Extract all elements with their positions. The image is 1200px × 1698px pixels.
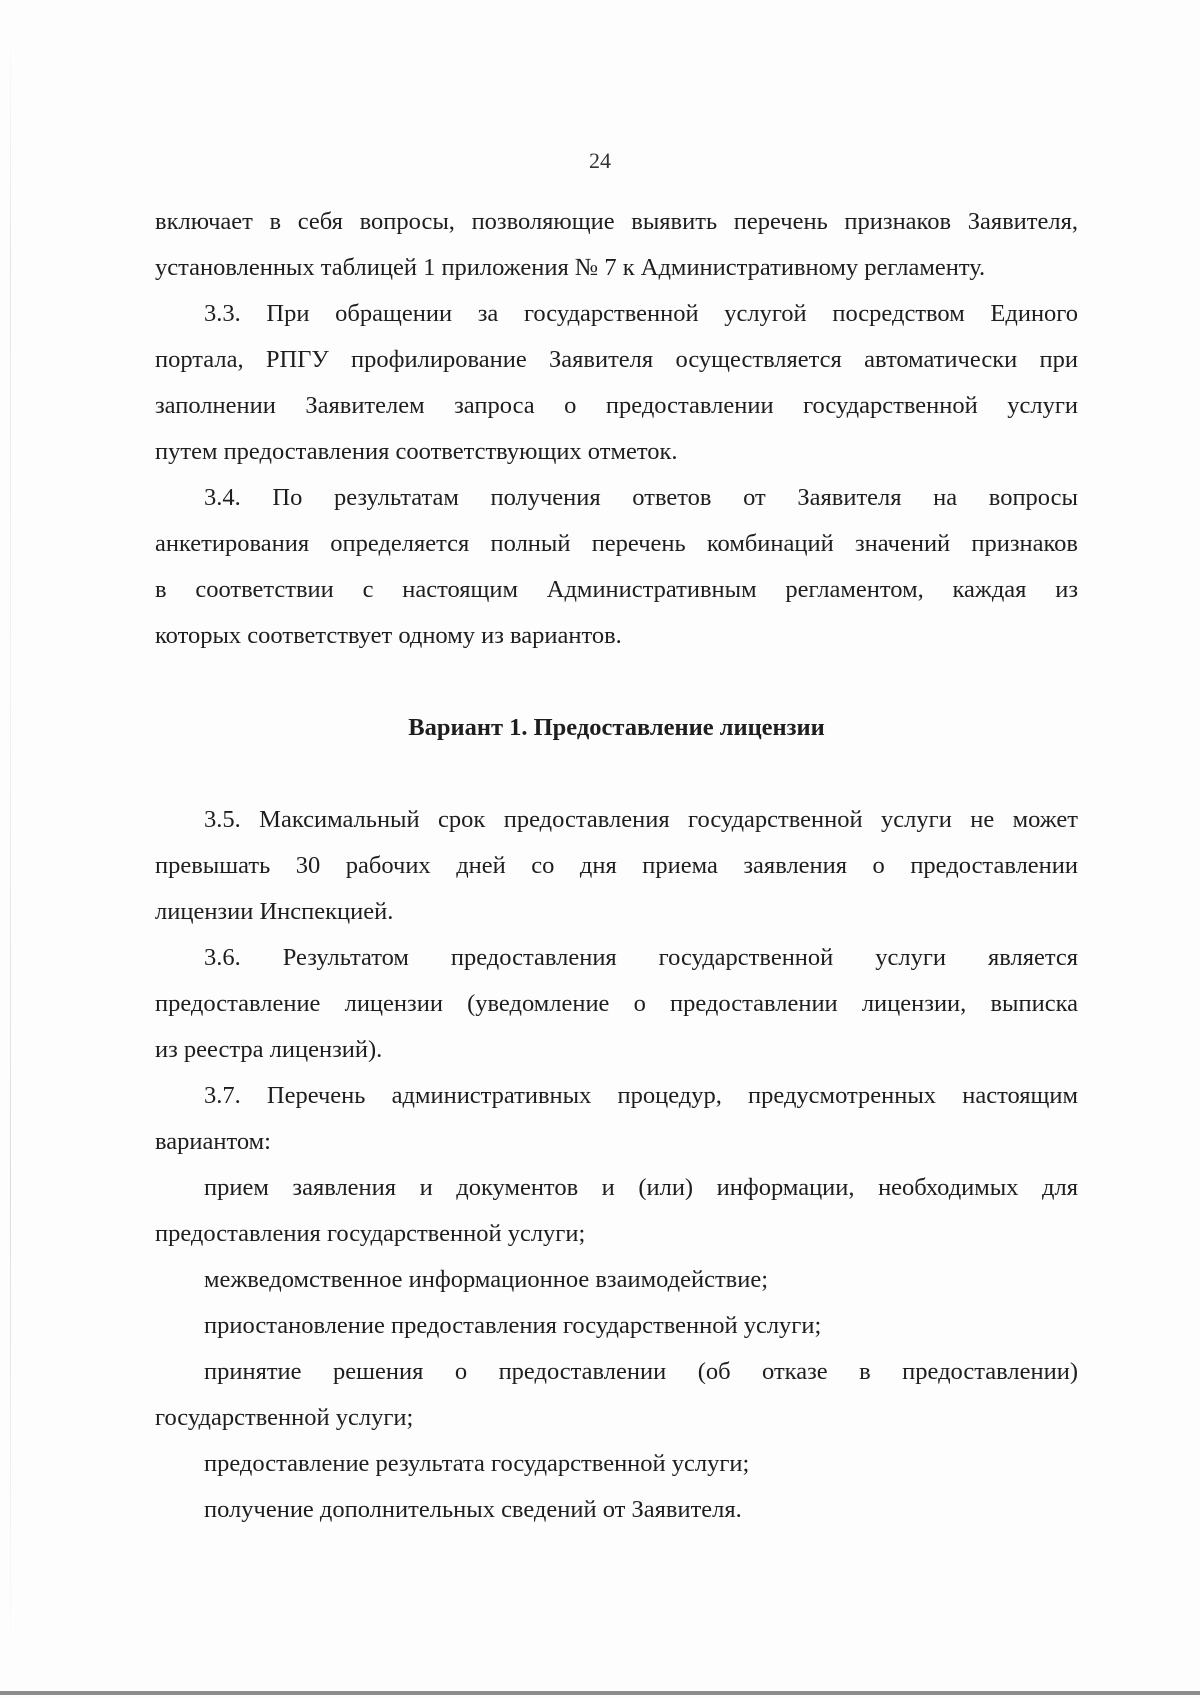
paragraph-3-4 bbox=[155, 475, 1078, 659]
text-line: включает в себя вопросы, позволяющие выявить перечень признаков Заявителя, bbox=[155, 208, 1078, 235]
text-line: 3.6. Результатом предоставления государственной услуги является bbox=[204, 944, 1078, 971]
paragraph-profile-questions bbox=[155, 199, 1078, 291]
document-body bbox=[155, 199, 1078, 1533]
scan-edge-bottom bbox=[0, 1691, 1200, 1695]
text-line: прием заявления и документов и (или) информации, необходимых для bbox=[204, 1174, 1078, 1201]
text-line: 3.7. Перечень административных процедур, предусмотренных настоящим bbox=[204, 1082, 1078, 1109]
text-line: которых соответствует одному из вариантов. bbox=[155, 622, 622, 649]
list-item-interagency bbox=[155, 1257, 1078, 1303]
paragraph-3-7 bbox=[155, 1073, 1078, 1165]
text-line: заполнении Заявителем запроса о предоставлении государственной услуги bbox=[155, 392, 1078, 419]
text-line: предоставление лицензии (уведомление о предоставлении лицензии, выписка bbox=[155, 990, 1078, 1017]
text-line: портала, РПГУ профилирование Заявителя осуществляется автоматически при bbox=[155, 346, 1078, 373]
section-heading: Вариант 1. Предоставление лицензии bbox=[408, 714, 825, 741]
text-line: лицензии Инспекцией. bbox=[155, 898, 394, 925]
list-item-suspension bbox=[155, 1303, 1078, 1349]
paragraph-3-5 bbox=[155, 797, 1078, 935]
text-line: приостановление предоставления государственной услуги; bbox=[204, 1312, 822, 1339]
text-line: государственной услуги; bbox=[155, 1404, 414, 1431]
list-item-result bbox=[155, 1441, 1078, 1487]
list-item-reception bbox=[155, 1165, 1078, 1257]
paragraph-3-3 bbox=[155, 291, 1078, 475]
text-line: установленных таблицей 1 приложения № 7 к Административному регламенту. bbox=[155, 254, 986, 281]
text-line: путем предоставления соответствующих отметок. bbox=[155, 438, 678, 465]
text-line: принятие решения о предоставлении (об отказе в предоставлении) bbox=[204, 1358, 1078, 1385]
text-line: превышать 30 рабочих дней со дня приема заявления о предоставлении bbox=[155, 852, 1078, 879]
text-line: предоставления государственной услуги; bbox=[155, 1220, 586, 1247]
scan-edge-left bbox=[10, 0, 11, 1698]
list-item-decision bbox=[155, 1349, 1078, 1441]
text-line: 3.4. По результатам получения ответов от Заявителя на вопросы bbox=[204, 484, 1078, 511]
text-line: в соответствии с настоящим Административным регламентом, каждая из bbox=[155, 576, 1078, 603]
paragraph-3-6 bbox=[155, 935, 1078, 1073]
list-item-additional-info bbox=[155, 1487, 1078, 1533]
text-line: 3.3. При обращении за государственной услугой посредством Единого bbox=[204, 300, 1078, 327]
text-line: получение дополнительных сведений от Заявителя. bbox=[204, 1496, 742, 1523]
text-line: межведомственное информационное взаимодействие; bbox=[204, 1266, 769, 1293]
text-line: 3.5. Максимальный срок предоставления государственной услуги не может bbox=[204, 806, 1078, 833]
text-line: из реестра лицензий). bbox=[155, 1036, 383, 1063]
page-number: 24 bbox=[589, 148, 611, 173]
text-line: предоставление результата государственной услуги; bbox=[204, 1450, 750, 1477]
text-line: вариантом: bbox=[155, 1128, 271, 1155]
text-line: анкетирования определяется полный перечень комбинаций значений признаков bbox=[155, 530, 1078, 557]
